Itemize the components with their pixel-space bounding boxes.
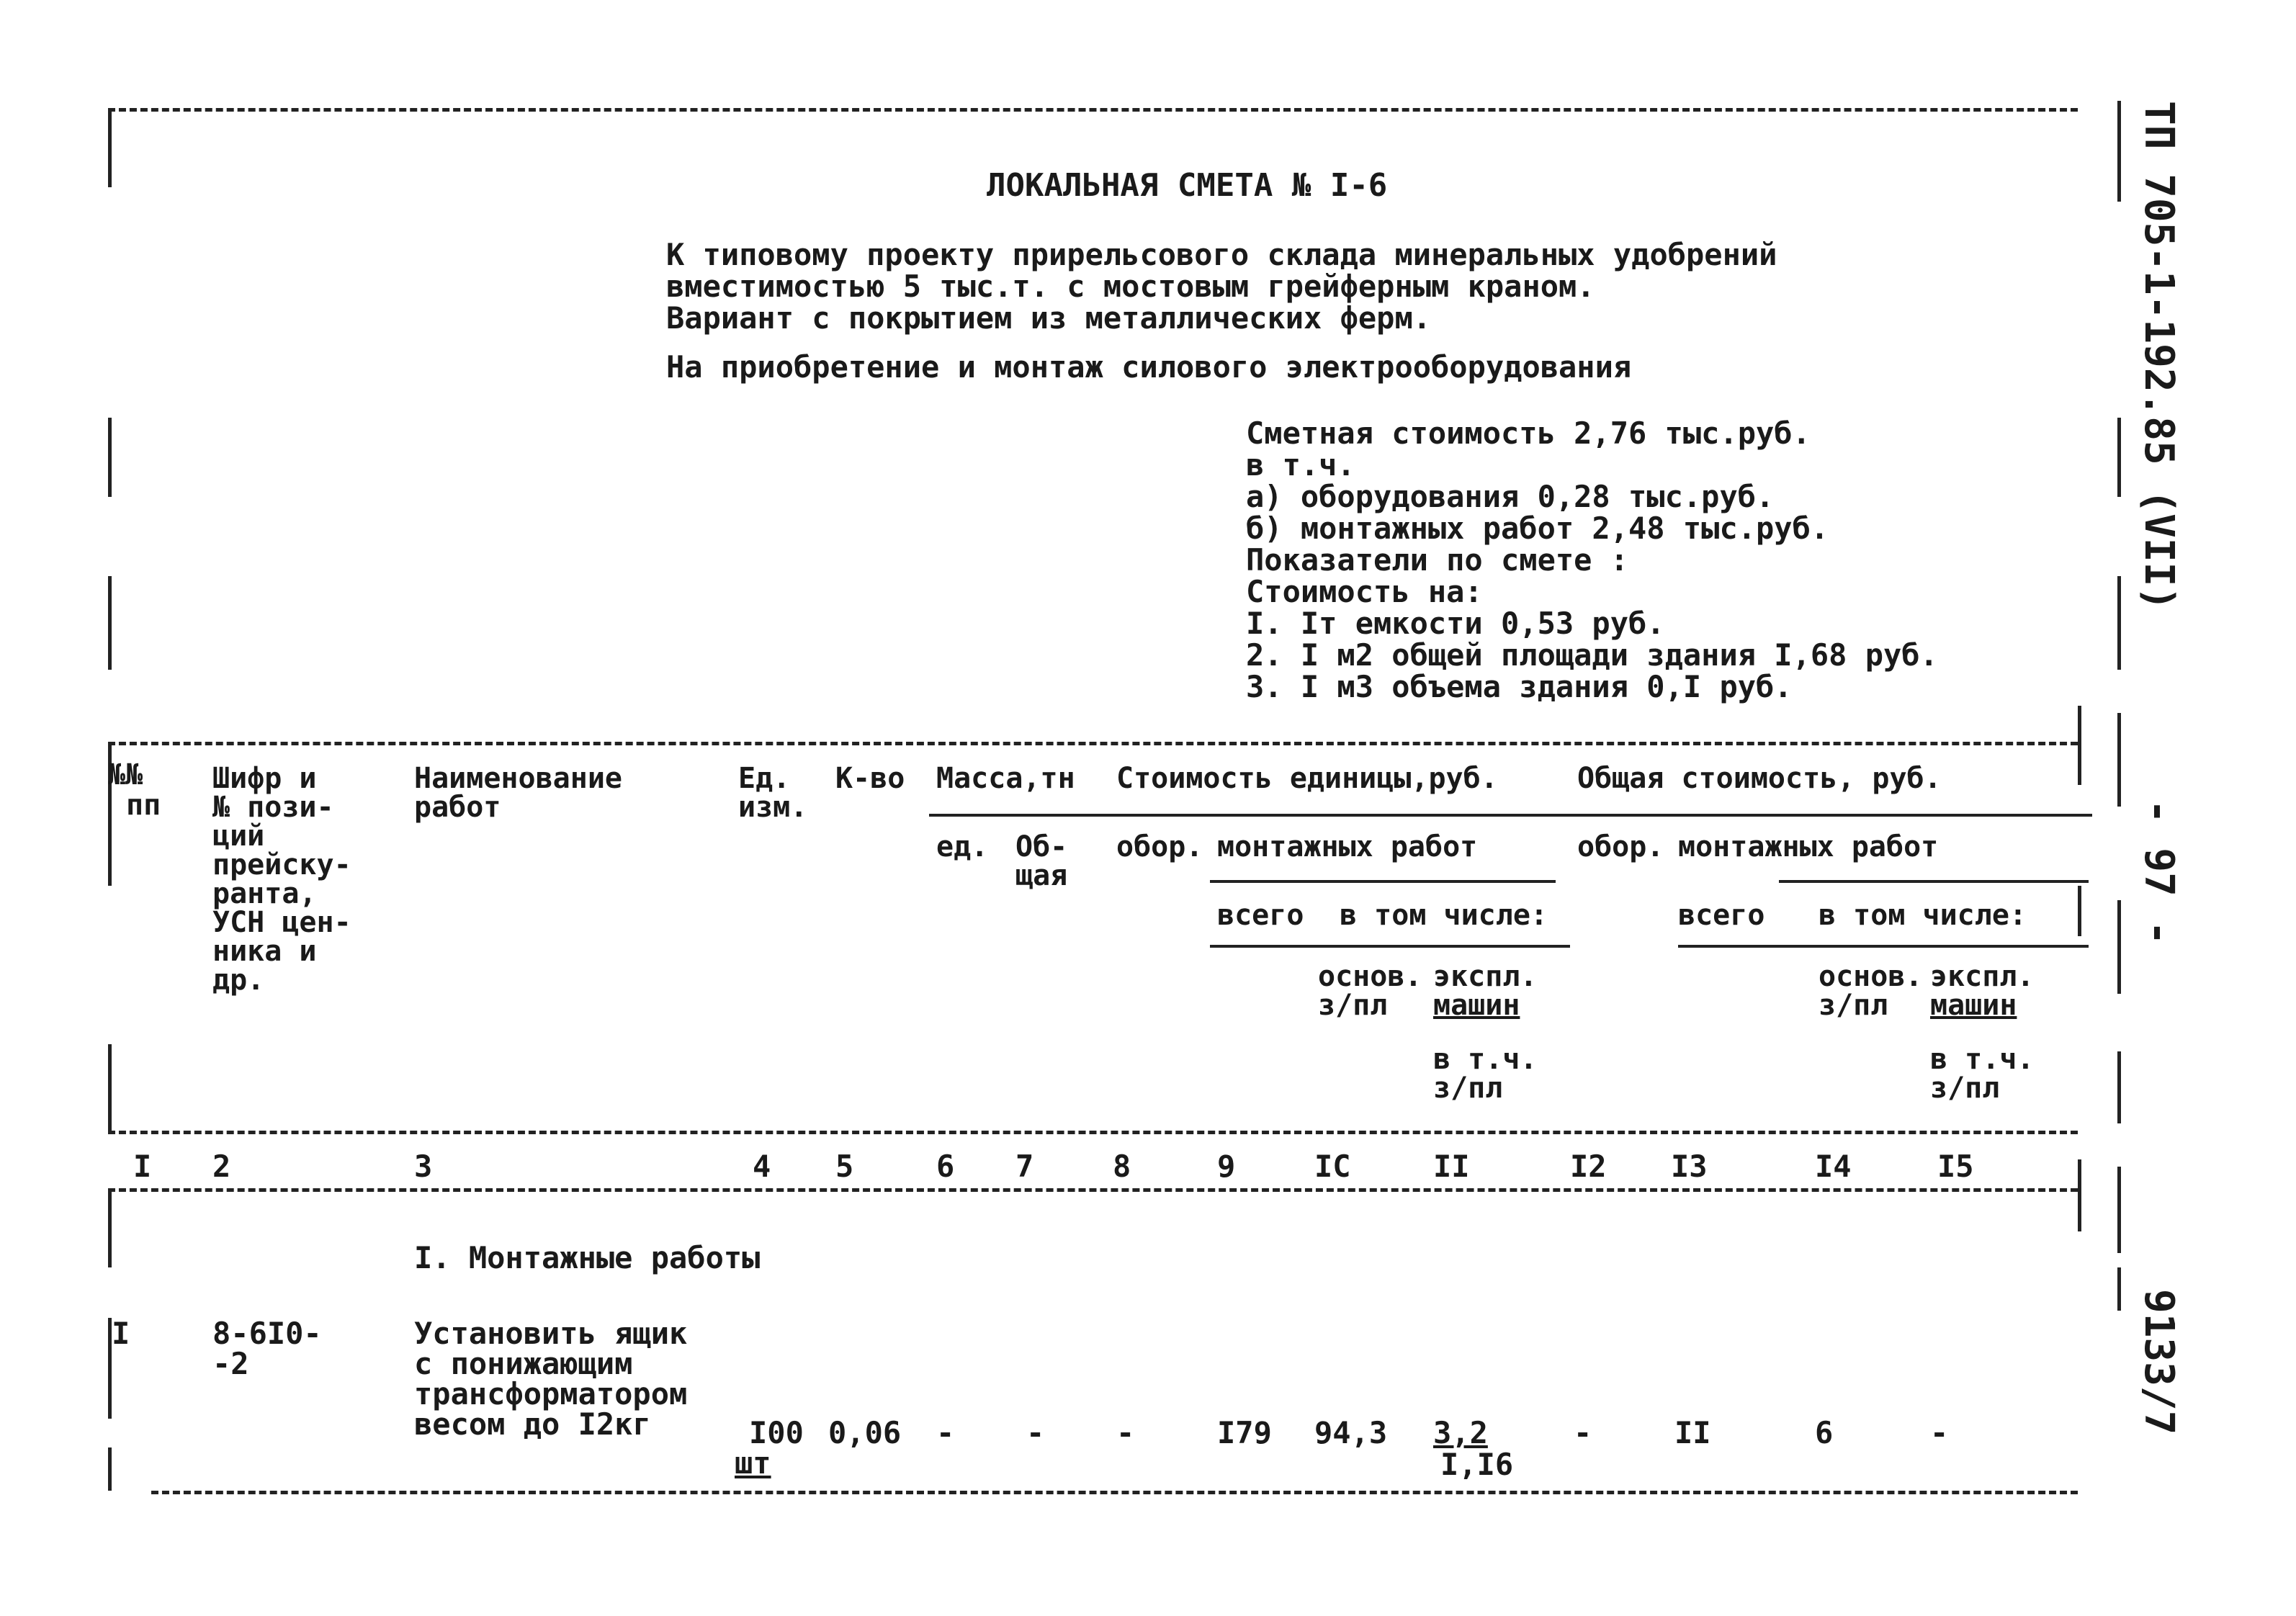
inner-right-3 [2078, 1159, 2081, 1231]
row-total-base: 6 [1815, 1415, 1834, 1450]
row-qty: 0,06 [828, 1415, 902, 1450]
hdr-c4-line-2: изм. [738, 791, 808, 824]
col-num-14: I4 [1815, 1149, 1852, 1184]
intro-line-1: К типовому проекту прирельсового склада минеральных удобрений [666, 237, 1777, 272]
section-title: I. Монтажные работы [414, 1240, 761, 1275]
row-bottom-line [151, 1491, 2078, 1494]
row-unit-line-1: I00 [749, 1415, 804, 1450]
row-name-line-2: с понижающим [414, 1346, 633, 1381]
right-border-1 [2117, 101, 2121, 202]
intro-line-2: вместимостью 5 тыс.т. с мостовым грейферным краном. [666, 269, 1595, 304]
header-rule-5 [1678, 945, 2089, 948]
header-rule-4 [1210, 945, 1570, 948]
right-border-6 [2117, 1051, 2121, 1123]
hdr-total-mach-2: машин [1930, 989, 2017, 1022]
hdr-unit-mach-wage-1: в т.ч. [1433, 1043, 1538, 1076]
col-num-2: 2 [212, 1149, 231, 1184]
row-machine-cost: 3,2 [1433, 1415, 1488, 1450]
row-machine-wage: I,I6 [1440, 1447, 1514, 1482]
hdr-c2-line-7: ника и [212, 935, 317, 968]
hdr-mass-unit: ед. [936, 830, 989, 863]
top-border [108, 108, 2078, 112]
header-rule-3 [1779, 880, 2089, 883]
inner-right-2 [2078, 886, 2081, 936]
hdr-total-incl: в том числе: [1819, 899, 2027, 932]
row-mass-unit: - [936, 1415, 955, 1450]
row-total-all: II [1674, 1415, 1711, 1450]
summary-line-5: Показатели по смете : [1246, 542, 1629, 578]
document-title: ЛОКАЛЬНАЯ СМЕТА № I-6 [987, 167, 1388, 204]
hdr-total-install: монтажных работ [1678, 830, 1939, 863]
hdr-c3-line-2: работ [414, 791, 501, 824]
hdr-unit-base-2: з/пл [1318, 989, 1388, 1022]
row-name-line-1: Установить ящик [414, 1316, 688, 1351]
row-name-line-4: весом до I2кг [414, 1406, 651, 1442]
summary-line-7: I. Iт емкости 0,53 руб. [1246, 606, 1665, 641]
col-num-7: 7 [1015, 1149, 1034, 1184]
row-unit-line-2: шт [735, 1445, 771, 1481]
hdr-c4-line-1: Ед. [738, 762, 791, 795]
hdr-total-all: всего [1678, 899, 1765, 932]
col-num-13: I3 [1671, 1149, 1708, 1184]
hdr-total-mach-wage-1: в т.ч. [1930, 1043, 2035, 1076]
summary-line-4: б) монтажных работ 2,48 тыс.руб. [1246, 511, 1829, 546]
left-border-1 [108, 108, 112, 187]
hdr-unit-mach-1: экспл. [1433, 960, 1538, 993]
summary-line-1: Сметная стоимость 2,76 тыс.руб. [1246, 416, 1811, 451]
hdr-unit-cost: Стоимость единицы,руб. [1116, 762, 1498, 795]
row-total-equip: - [1574, 1415, 1592, 1450]
hdr-c2-line-4: прейску- [212, 848, 351, 881]
left-border-5 [108, 1044, 112, 1131]
hdr-total-base-2: з/пл [1819, 989, 1888, 1022]
hdr-c2-line-2: № пози- [212, 791, 334, 824]
right-border-2 [2117, 418, 2121, 497]
hdr-unit-mach-wage-2: з/пл [1433, 1072, 1503, 1105]
header-rule-2 [1210, 880, 1556, 883]
right-border-3 [2117, 576, 2121, 670]
hdr-c5: К-во [835, 762, 905, 795]
col-num-12: I2 [1570, 1149, 1607, 1184]
hdr-unit-equip: обор. [1116, 830, 1203, 863]
side-stamp-top: ТП 705-1-192.85 (VII) [2135, 101, 2182, 611]
hdr-mass-total-2: щая [1015, 859, 1068, 892]
summary-line-3: а) оборудования 0,28 тыс.руб. [1246, 479, 1775, 514]
col-num-10: IC [1314, 1149, 1351, 1184]
hdr-unit-base-1: основ. [1318, 960, 1422, 993]
left-border-2 [108, 418, 112, 497]
row-total: I79 [1217, 1415, 1272, 1450]
hdr-mass-total-1: Об- [1015, 830, 1068, 863]
left-border-3 [108, 576, 112, 670]
hdr-c2-line-1: Шифр и [212, 762, 317, 795]
hdr-c1-line-2: пп [126, 789, 161, 822]
intro-line-3: Вариант с покрытием из металлических ферм. [666, 300, 1432, 336]
side-page-number: - 97 - [2135, 799, 2182, 946]
col-num-8: 8 [1113, 1149, 1131, 1184]
hdr-unit-mach-2: машин [1433, 989, 1520, 1022]
col-num-11: II [1433, 1149, 1470, 1184]
hdr-c2-line-8: др. [212, 964, 265, 997]
hdr-c2-line-6: УСН цен- [212, 906, 351, 939]
hdr-total-mach-wage-2: з/пл [1930, 1072, 2000, 1105]
row-equip: - [1116, 1415, 1135, 1450]
table-header-bottom-line [108, 1131, 2078, 1134]
hdr-total-mach-1: экспл. [1930, 960, 2035, 993]
col-num-15: I5 [1937, 1149, 1974, 1184]
hdr-c1-line-1: №№ [108, 758, 143, 791]
hdr-total-base-1: основ. [1819, 960, 1923, 993]
col-num-4: 4 [753, 1149, 771, 1184]
summary-line-2: в т.ч. [1246, 447, 1355, 482]
hdr-c2-line-5: ранта, [212, 877, 317, 910]
row-mass-total: - [1026, 1415, 1045, 1450]
col-num-9: 9 [1217, 1149, 1236, 1184]
hdr-unit-install: монтажных работ [1217, 830, 1478, 863]
purpose-line: На приобретение и монтаж силового электрооборудования [666, 349, 1632, 385]
hdr-mass: Масса,тн [936, 762, 1075, 795]
col-num-5: 5 [835, 1149, 854, 1184]
row-name-line-3: трансформатором [414, 1376, 688, 1411]
row-code-line-2: -2 [212, 1346, 249, 1381]
summary-line-8: 2. I м2 общей площади здания I,68 руб. [1246, 637, 1938, 673]
row-code-line-1: 8-6I0- [212, 1316, 322, 1351]
right-border-4 [2117, 713, 2121, 807]
header-rule-1 [929, 814, 2092, 817]
right-border-8 [2117, 1267, 2121, 1311]
col-num-6: 6 [936, 1149, 955, 1184]
table-top-line [108, 742, 2078, 745]
hdr-c3-line-1: Наименование [414, 762, 622, 795]
left-border-8 [108, 1447, 112, 1491]
summary-line-6: Стоимость на: [1246, 574, 1483, 609]
summary-line-9: 3. I м3 объема здания 0,I руб. [1246, 669, 1793, 704]
right-border-7 [2117, 1167, 2121, 1253]
row-base-wage: 94,3 [1314, 1415, 1388, 1450]
hdr-total-cost: Общая стоимость, руб. [1577, 762, 1942, 795]
hdr-c2-line-3: ций [212, 820, 265, 853]
inner-right-1 [2078, 706, 2081, 785]
left-border-6 [108, 1188, 112, 1267]
hdr-unit-incl: в том числе: [1340, 899, 1548, 932]
row-number: I [112, 1316, 130, 1351]
col-number-line [108, 1188, 2078, 1192]
col-num-1: I [133, 1149, 152, 1184]
side-stamp-bottom: 9133/7 [2135, 1289, 2182, 1435]
hdr-unit-all: всего [1217, 899, 1304, 932]
hdr-total-equip: обор. [1577, 830, 1664, 863]
right-border-5 [2117, 900, 2121, 994]
row-total-mach: - [1930, 1415, 1949, 1450]
col-num-3: 3 [414, 1149, 433, 1184]
